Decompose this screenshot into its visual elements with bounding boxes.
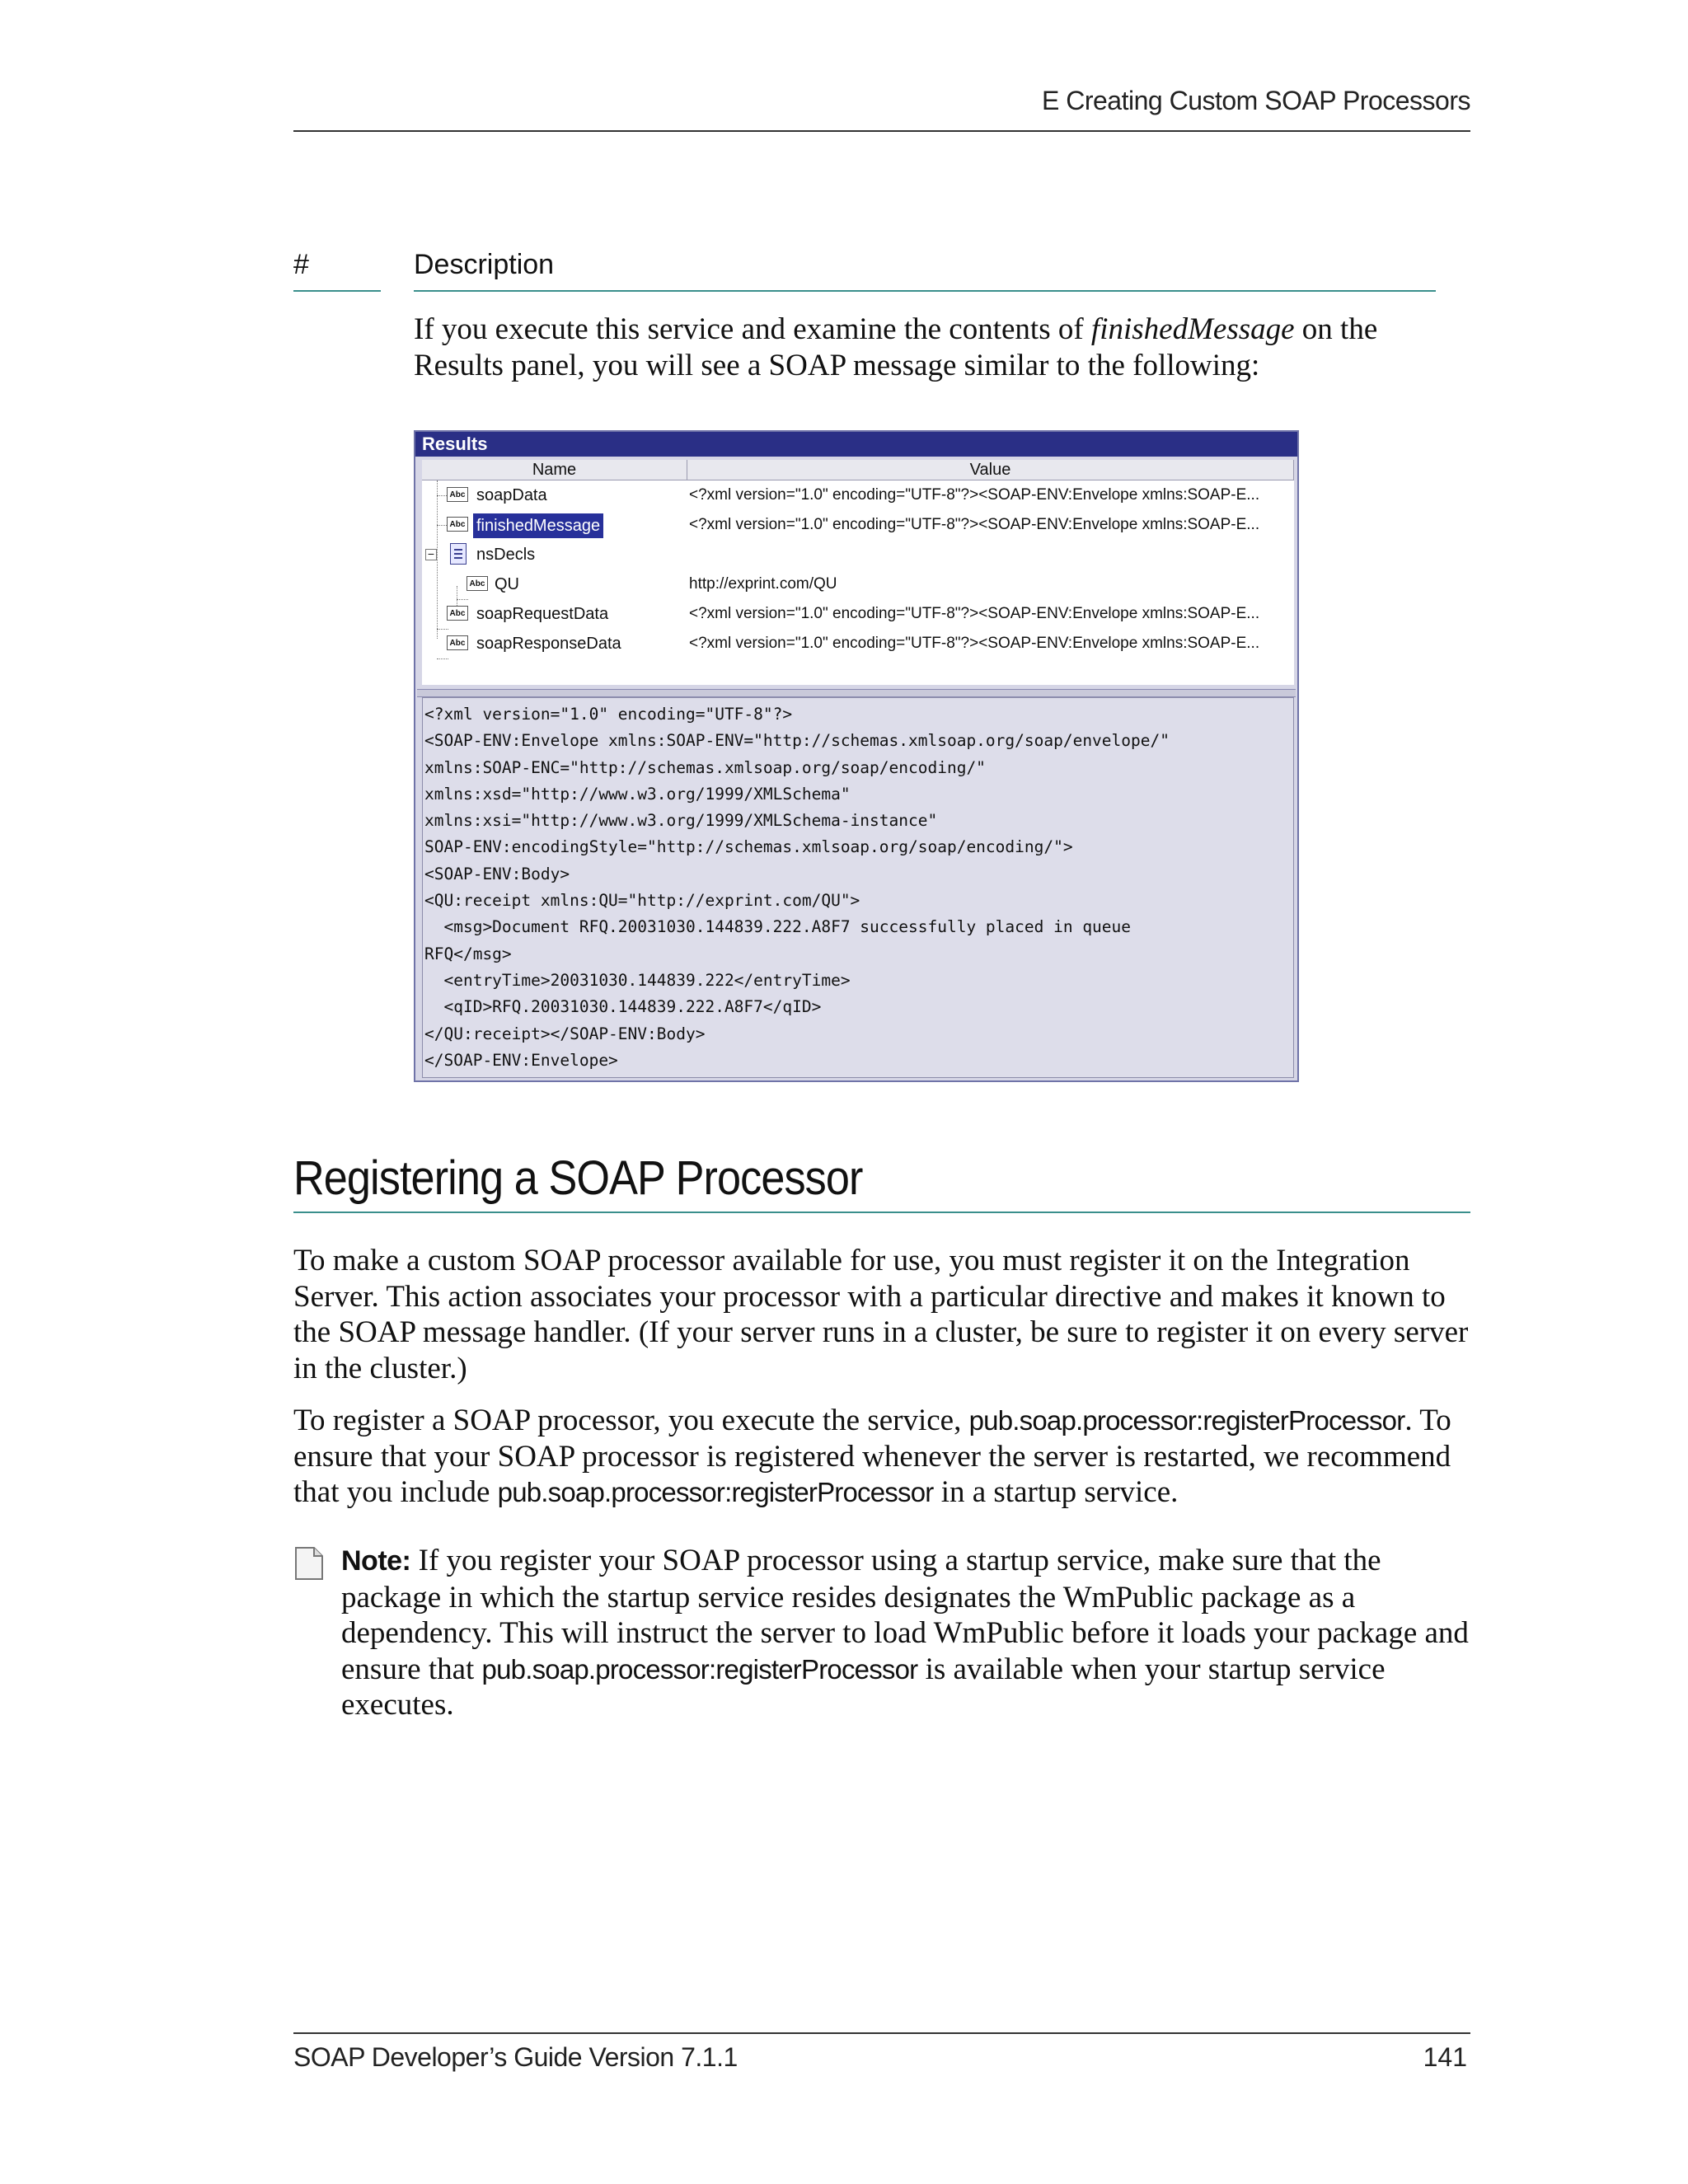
document-icon	[450, 543, 467, 565]
results-grid-header	[422, 460, 1294, 480]
row-name: soapRequestData	[476, 605, 609, 623]
results-row[interactable]	[422, 599, 1294, 629]
header-rule	[293, 130, 1470, 132]
footer-title: SOAP Developer’s Guide Version 7.1.1	[293, 2042, 738, 2072]
results-row[interactable]	[422, 480, 1294, 510]
abc-icon: Abc	[447, 635, 468, 650]
note-text: If you register your SOAP processor using a startup service, make sure that the package in which the startup service resides designates the WmPublic package as a dependency. This will instruct the server to load WmPublic before it loads your package and ensure that	[341, 1544, 1469, 1686]
paragraph-register-how	[293, 1403, 1480, 1511]
running-header: E Creating Custom SOAP Processors	[1042, 86, 1470, 115]
footer-rule	[293, 2032, 1470, 2034]
abc-icon: Abc	[467, 576, 488, 591]
xml-line: xmlns:xsd="http://www.w3.org/1999/XMLSchema"	[424, 784, 851, 804]
row-name: soapData	[476, 486, 547, 504]
column-rule-description	[414, 290, 1436, 292]
xml-line: <?xml version="1.0" encoding="UTF-8"?>	[424, 705, 793, 724]
paragraph-register-intro: To make a custom SOAP processor available for use, you must register it on the Integration Server. This action associates your processor with a particular directive and makes it known to the SOAP message handler. (If your server runs in a cluster, be sure to register it on every server in the cluster.)	[293, 1244, 1469, 1385]
column-rule-number	[293, 290, 381, 292]
intro-emphasis: finishedMessage	[1090, 312, 1295, 346]
results-panel	[414, 430, 1299, 1082]
xml-line: <SOAP-ENV:Body>	[424, 864, 570, 883]
abc-icon: Abc	[447, 487, 468, 502]
row-value: <?xml version="1.0" encoding="UTF-8"?><SOAP-ENV:Envelope xmlns:SOAP-E...	[689, 486, 1260, 504]
service-name-code: pub.soap.processor:registerProcessor	[481, 1653, 918, 1685]
xml-line: </QU:receipt></SOAP-ENV:Body>	[424, 1024, 706, 1043]
column-header-description: Description	[414, 249, 555, 280]
tree-connector	[437, 658, 448, 659]
note-icon	[294, 1546, 324, 1581]
column-header-number: #	[293, 249, 309, 280]
column-name-header[interactable]: Name	[422, 460, 687, 480]
xml-line: <msg>Document RFQ.20031030.144839.222.A8F7 successfully placed in queue	[443, 917, 1132, 937]
para2-text: . To ensure that your SOAP processor is registered whenever the server is restarted, we recommend that you include	[293, 1404, 1451, 1509]
para2-text: in a startup service.	[933, 1475, 1179, 1509]
xml-line: <SOAP-ENV:Envelope xmlns:SOAP-ENV="http://schemas.xmlsoap.org/soap/envelope/"	[424, 731, 1170, 751]
collapse-icon[interactable]: −	[425, 549, 437, 560]
row-value: <?xml version="1.0" encoding="UTF-8"?><SOAP-ENV:Envelope xmlns:SOAP-E...	[689, 516, 1260, 533]
results-row[interactable]	[422, 569, 1294, 599]
row-name: finishedMessage	[473, 513, 603, 538]
service-name-code: pub.soap.processor:registerProcessor	[497, 1477, 934, 1507]
panel-splitter[interactable]	[417, 689, 1296, 697]
note-paragraph	[341, 1543, 1479, 1723]
intro-paragraph	[414, 312, 1452, 384]
xml-line: <entryTime>20031030.144839.222</entryTime>	[443, 970, 851, 990]
para2-text: To register a SOAP processor, you execute the service,	[293, 1404, 969, 1437]
row-name: nsDecls	[476, 546, 536, 564]
results-row[interactable]	[422, 629, 1294, 658]
row-name: QU	[495, 575, 519, 593]
intro-text-end: on the Results panel, you will see a SOAP message similar to the following:	[414, 312, 1378, 382]
row-name: soapResponseData	[476, 635, 621, 653]
service-name-code: pub.soap.processor:registerProcessor	[968, 1405, 1405, 1436]
row-value: <?xml version="1.0" encoding="UTF-8"?><SOAP-ENV:Envelope xmlns:SOAP-E...	[689, 635, 1260, 652]
xml-line: <QU:receipt xmlns:QU="http://exprint.com/QU">	[424, 891, 860, 911]
section-heading: Registering a SOAP Processor	[293, 1151, 863, 1205]
section-rule	[293, 1212, 1470, 1213]
abc-icon: Abc	[447, 517, 468, 532]
xml-line: SOAP-ENV:encodingStyle="http://schemas.xmlsoap.org/soap/encoding/">	[424, 837, 1073, 857]
xml-line: xmlns:xsi="http://www.w3.org/1999/XMLSchema-instance"	[424, 811, 938, 831]
xml-line: <qID>RFQ.20031030.144839.222.A8F7</qID>	[443, 997, 822, 1017]
xml-content-area[interactable]	[422, 697, 1294, 1078]
xml-line: xmlns:SOAP-ENC="http://schemas.xmlsoap.org/soap/encoding/"	[424, 757, 986, 777]
results-row[interactable]	[422, 540, 1294, 569]
note-text: is available when your startup service executes.	[341, 1652, 1386, 1722]
results-panel-title: Results	[415, 432, 1297, 457]
row-value: http://exprint.com/QU	[689, 575, 837, 593]
abc-icon: Abc	[447, 606, 468, 621]
column-value-header[interactable]: Value	[687, 460, 1294, 480]
page-number: 141	[1423, 2042, 1467, 2072]
row-value: <?xml version="1.0" encoding="UTF-8"?><SOAP-ENV:Envelope xmlns:SOAP-E...	[689, 605, 1260, 622]
xml-line: RFQ</msg>	[424, 944, 512, 963]
results-row-selected[interactable]	[422, 510, 1294, 540]
results-rows	[422, 480, 1294, 685]
intro-text-start: If you execute this service and examine the contents of	[414, 312, 1091, 346]
xml-content	[424, 701, 1170, 1074]
note-label: Note:	[341, 1545, 411, 1577]
xml-line: </SOAP-ENV:Envelope>	[424, 1050, 618, 1070]
